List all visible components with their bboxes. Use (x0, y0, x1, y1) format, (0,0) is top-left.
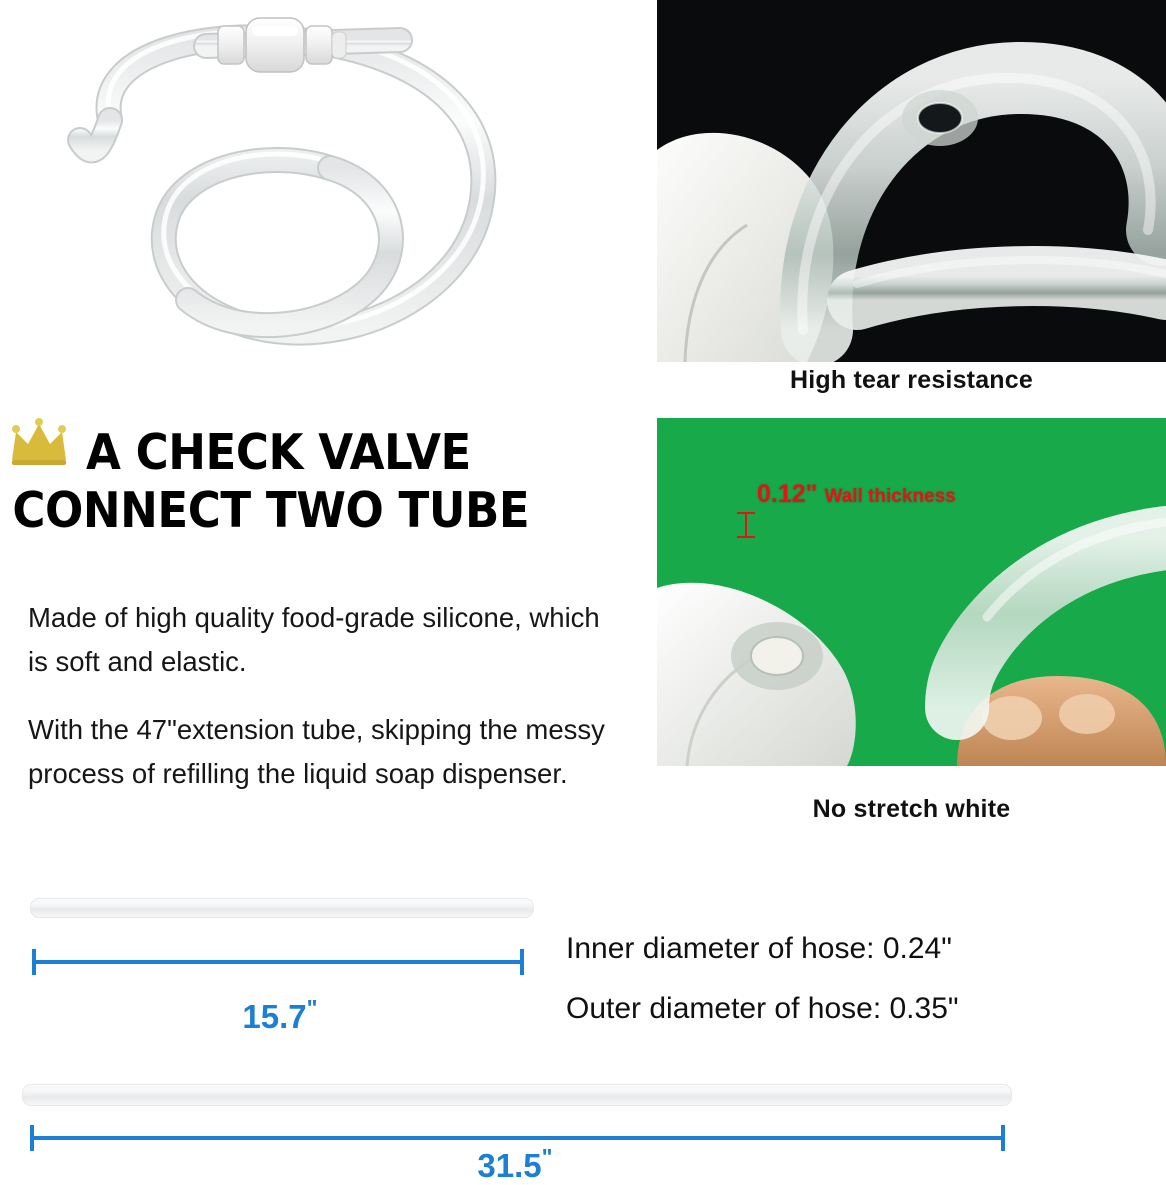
short-tube-dimension-line (32, 960, 524, 964)
short-tube-length-label (130, 995, 430, 1036)
photo-high-tear-resistance (657, 0, 1166, 362)
long-length-unit: " (541, 1144, 553, 1170)
description-paragraph-1: Made of high quality food-grade silicone, which is soft and elastic. (28, 602, 600, 677)
short-length-value: 15.7 (242, 998, 307, 1035)
headline-line-1: A CHECK VALVE (86, 424, 471, 481)
page-title (12, 424, 601, 540)
description-paragraph-2: With the 47"extension tube, skipping the messy process of refilling the liquid soap dispenser. (28, 714, 605, 789)
wall-thickness-text: Wall thickness (824, 486, 956, 507)
short-dimension-end-left (32, 949, 36, 975)
long-dimension-end-left (30, 1125, 34, 1151)
caption-high-tear-resistance: High tear resistance (790, 366, 1033, 394)
crown-icon (8, 418, 82, 466)
tear-resistance-illustration (657, 0, 1166, 362)
long-tube-dimension-line (30, 1136, 1005, 1140)
coiled-hose-illustration (0, 0, 646, 400)
wall-thickness-illustration (657, 418, 1166, 766)
spec-outer-diameter: Outer diameter of hose: 0.35" (566, 992, 959, 1025)
long-tube-length-label (380, 1144, 650, 1185)
hero-product-photo (0, 0, 646, 400)
short-tube-sample (30, 898, 534, 918)
wall-thickness-value: 0.12" (757, 480, 818, 508)
long-dimension-end-right (1001, 1125, 1005, 1151)
wall-thickness-arrow-icon (745, 514, 747, 536)
long-length-value: 31.5 (477, 1147, 542, 1184)
caption-no-stretch-white: No stretch white (812, 795, 1011, 823)
spec-inner-diameter: Inner diameter of hose: 0.24" (566, 932, 952, 965)
wall-thickness-label (757, 480, 956, 509)
short-length-unit: " (306, 995, 318, 1021)
long-tube-sample (22, 1084, 1012, 1106)
headline-line-2: CONNECT TWO TUBE (12, 482, 530, 539)
photo-no-stretch-white (657, 418, 1166, 766)
short-dimension-end-right (520, 949, 524, 975)
